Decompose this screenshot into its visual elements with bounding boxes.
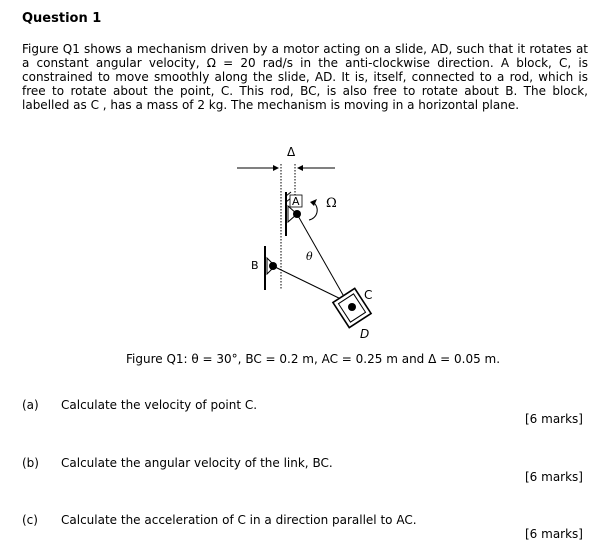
question-b-marks: [6 marks] <box>525 470 583 484</box>
question-c-marks: [6 marks] <box>525 527 583 541</box>
pin-b <box>269 262 277 270</box>
question-a-label: (a) <box>22 398 39 412</box>
problem-statement: Figure Q1 shows a mechanism driven by a motor acting on a slide, AD, such that it rotates at a constant angular velocity, Ω = 20 rad/s in the anti-clockwise direction. A block, C, is constrained to move smoothly along the slide, AD. It is, itself, connected to a rod, which is free to rotate about the point, C. This rod, BC, is also free to rotate about B. The block, labelled as C , has a mass of 2 kg. The mechanism is moving in a horizontal plane. <box>22 42 588 112</box>
pin-c <box>348 303 356 311</box>
mechanism-figure <box>225 138 395 350</box>
omega-label: Ω <box>326 196 337 211</box>
question-b-label: (b) <box>22 456 39 470</box>
figure-caption: Figure Q1: θ = 30°, BC = 0.2 m, AC = 0.25 m and Δ = 0.05 m. <box>126 352 501 366</box>
question-b-text: Calculate the angular velocity of the link, BC. <box>61 456 333 470</box>
label-a: A <box>292 195 300 208</box>
question-a-marks: [6 marks] <box>525 412 583 426</box>
question-heading: Question 1 <box>22 11 102 26</box>
pin-a <box>293 210 301 218</box>
rod-bc <box>273 266 347 302</box>
theta-label: θ <box>306 250 313 263</box>
question-c-label: (c) <box>22 513 38 527</box>
label-b: B <box>251 259 259 272</box>
label-c: C <box>364 288 373 302</box>
question-c-text: Calculate the acceleration of C in a direction parallel to AC. <box>61 513 417 527</box>
delta-label: Δ <box>287 145 296 159</box>
question-a-text: Calculate the velocity of point C. <box>61 398 258 412</box>
label-d: D <box>360 327 370 341</box>
